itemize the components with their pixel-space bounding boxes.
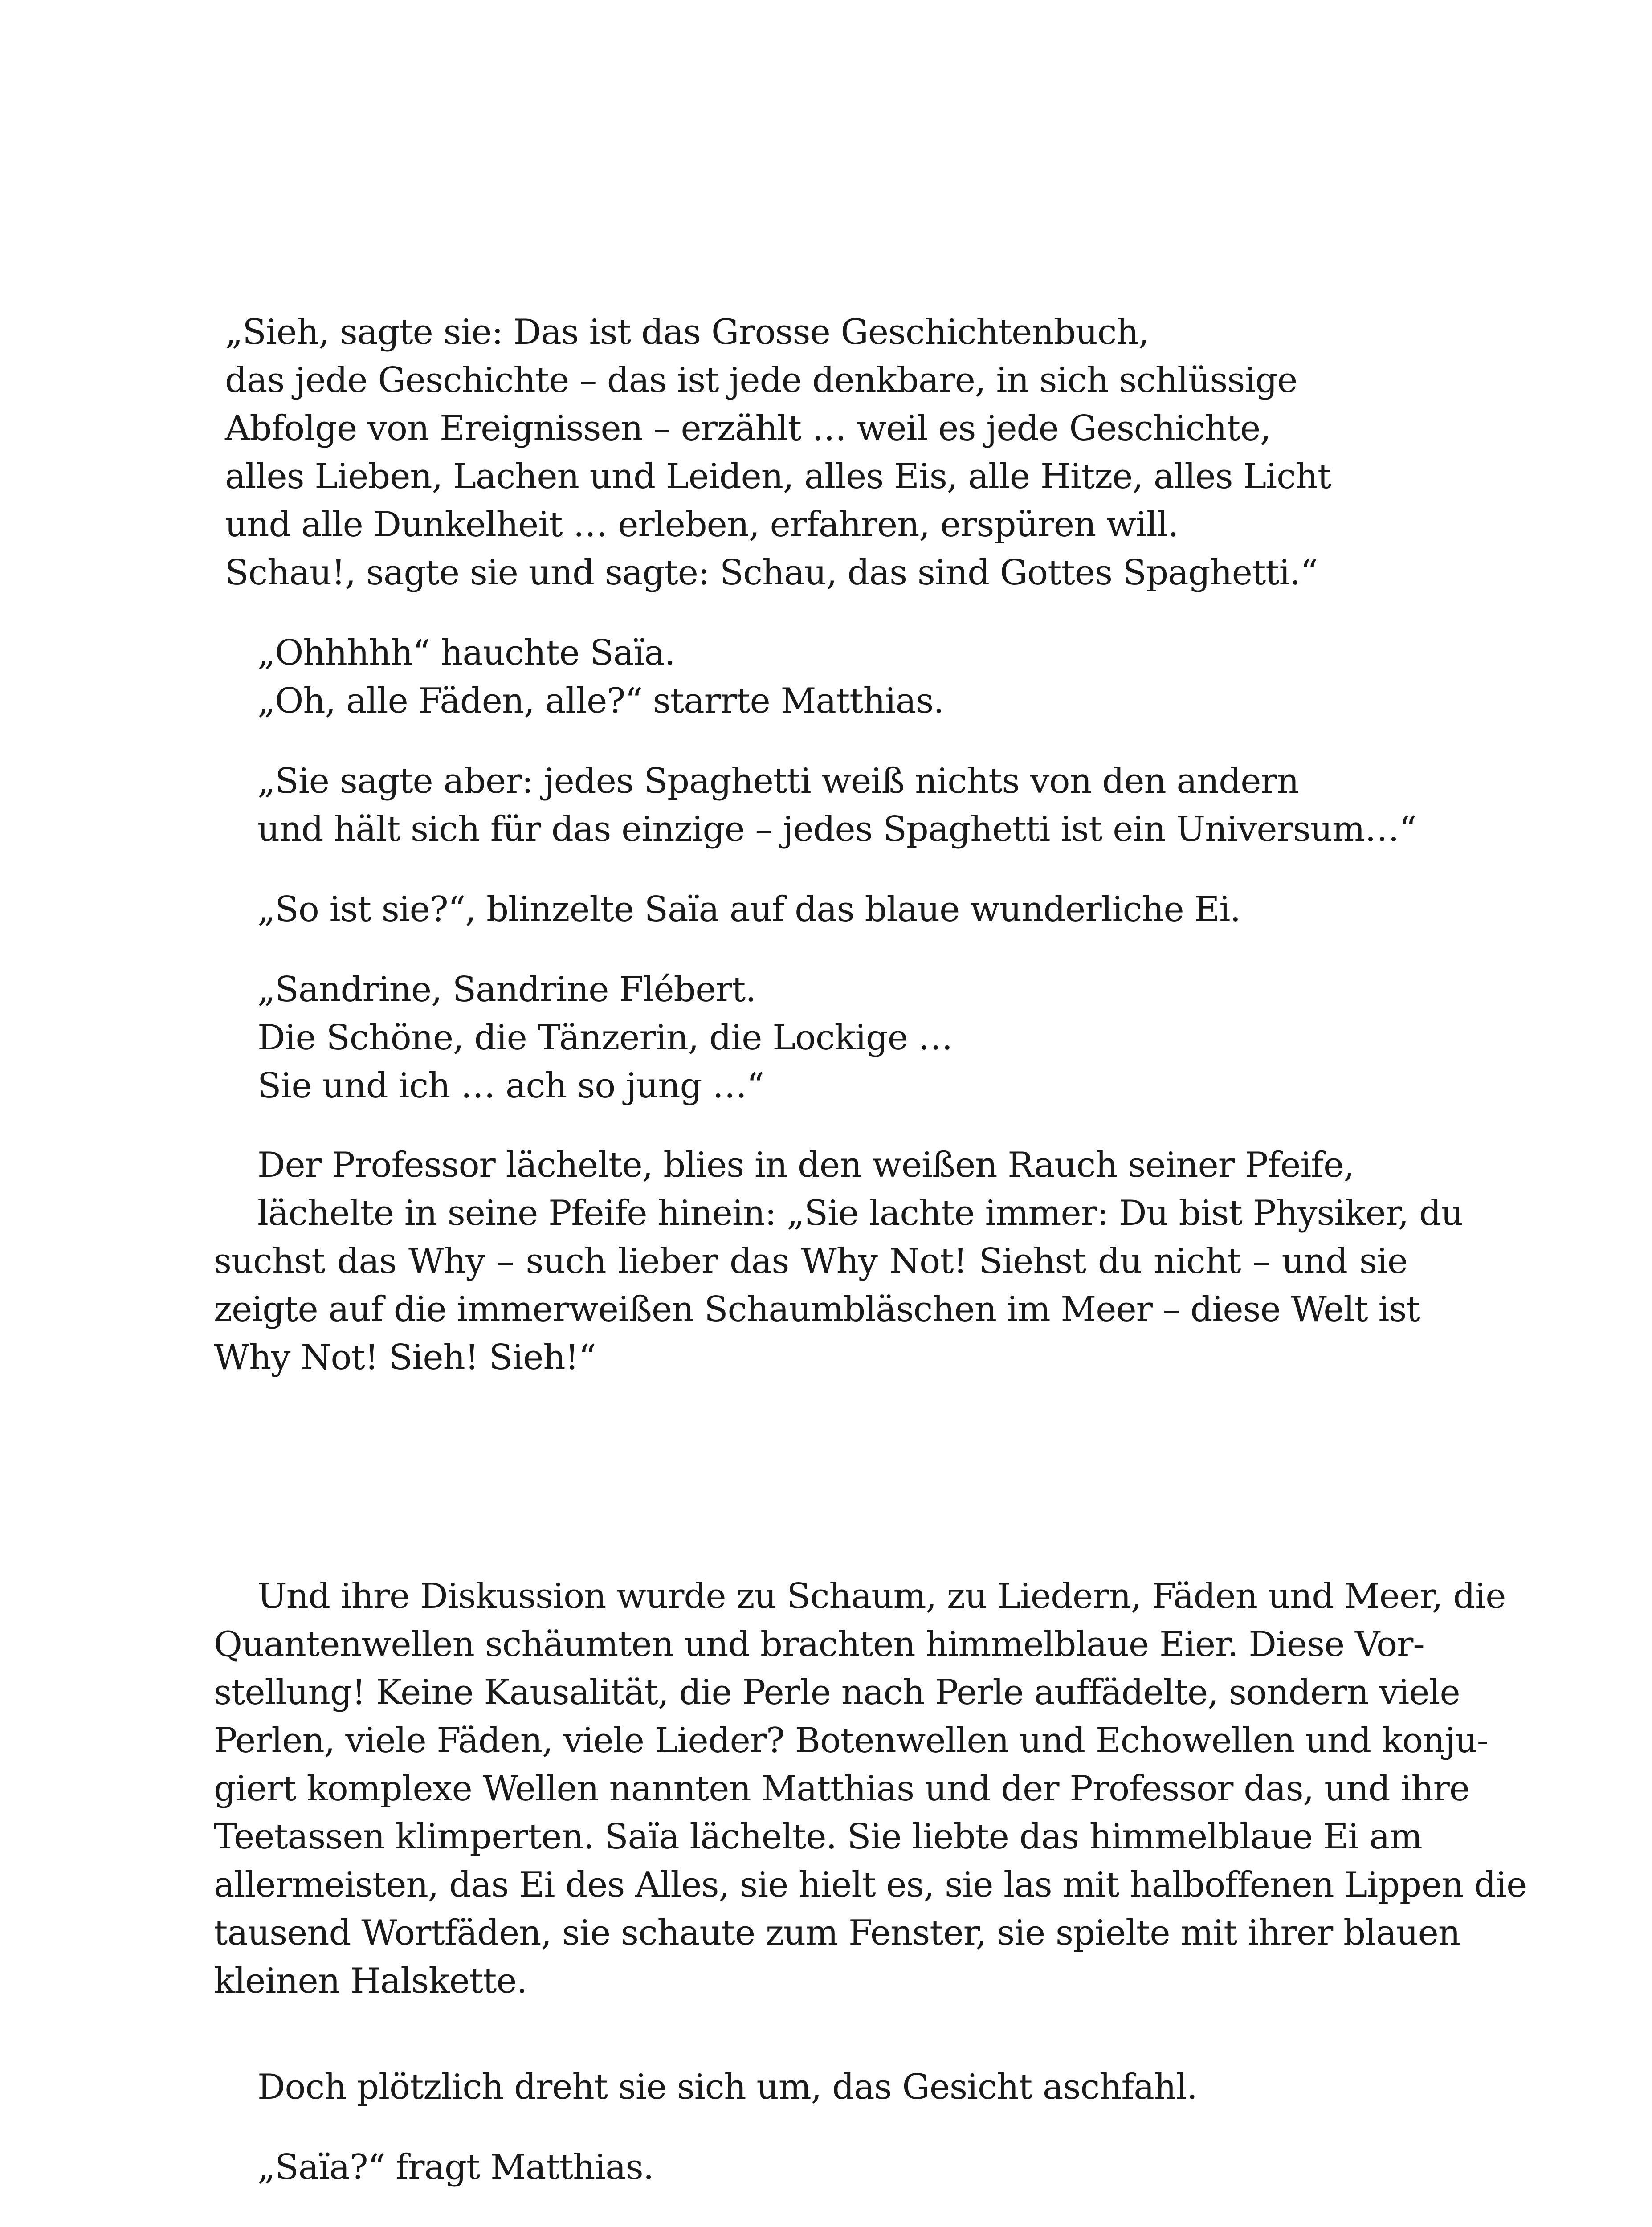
text-line: alles Lieben, Lachen und Leiden, alles Eis, alle Hitze, alles Licht <box>225 457 1331 497</box>
text-line: „Oh, alle Fäden, alle?“ starrte Matthias. <box>257 681 944 721</box>
justified-line: Und ihre Diskussion wurde zu Schaum, zu Liedern, Fäden und Meer, die <box>257 1576 1506 1616</box>
justified-line-last: kleinen Halskette. <box>214 1961 527 2001</box>
justified-line: giert komplexe Wellen nannten Matthias und der Professor das, und ihre <box>214 1769 1470 1809</box>
text-line: „Ohhhhh“ hauchte Saïa. <box>257 633 675 673</box>
justified-line: tausend Wortfäden, sie schaute zum Fenster, sie spielte mit ihrer blauen <box>214 1913 1460 1953</box>
justified-line: Quantenwellen schäumten und brachten himmelblaue Eier. Diese Vor- <box>214 1624 1424 1664</box>
text-line: das jede Geschichte – das ist jede denkbare, in sich schlüssige <box>225 360 1297 400</box>
text-line <box>257 2223 971 2227</box>
justified-line: zeigte auf die immerweißen Schaumbläschen im Meer – diese Welt ist <box>214 1289 1420 1330</box>
text-line: und alle Dunkelheit … erleben, erfahren, erspüren will. <box>225 505 1179 545</box>
text-line: „So ist sie?“, blinzelte Saïa auf das blaue wunderliche Ei. <box>257 889 1241 930</box>
paragraph-first-line: Der Professor lächelte, blies in den weißen Rauch seiner Pfeife, <box>257 1145 1354 1185</box>
text-line: Schau!, sagte sie und sagte: Schau, das sind Gottes Spaghetti.“ <box>225 553 1318 593</box>
justified-line-last: Why Not! Sieh! Sieh!“ <box>214 1338 596 1378</box>
text-line: Die Schöne, die Tänzerin, die Lockige … <box>257 1018 953 1058</box>
text-line: „Sieh, sagte sie: Das ist das Grosse Geschichtenbuch, <box>225 312 1149 352</box>
justified-line: Teetassen klimperten. Saïa lächelte. Sie liebte das himmelblaue Ei am <box>214 1817 1422 1857</box>
justified-line: stellung! Keine Kausalität, die Perle nach Perle auffädelte, sondern viele <box>214 1672 1460 1713</box>
text-line: Abfolge von Ereignissen – erzählt … weil es jede Geschichte, <box>225 408 1271 449</box>
text-line: Sie und ich … ach so jung …“ <box>257 1066 764 1106</box>
text-line: „Sie sagte aber: jedes Spaghetti weiß nichts von den andern <box>257 761 1299 801</box>
justified-line: lächelte in seine Pfeife hinein: „Sie lachte immer: Du bist Physiker, du <box>257 1193 1463 1233</box>
justified-line: suchst das Why – such lieber das Why Not! Siehst du nicht – und sie <box>214 1241 1407 1281</box>
text-line: Doch plötzlich dreht sie sich um, das Gesicht aschfahl. <box>257 2067 1197 2107</box>
text-line: „Sandrine, Sandrine Flébert. <box>257 970 756 1010</box>
text-line: und hält sich für das einzige – jedes Spaghetti ist ein Universum…“ <box>257 809 1416 849</box>
justified-line: Perlen, viele Fäden, viele Lieder? Botenwellen und Echowellen und konju- <box>214 1721 1489 1761</box>
justified-line: allermeisten, das Ei des Alles, sie hielt es, sie las mit halboffenen Lippen die <box>214 1865 1527 1905</box>
text-line: „Saïa?“ fragt Matthias. <box>257 2147 654 2187</box>
